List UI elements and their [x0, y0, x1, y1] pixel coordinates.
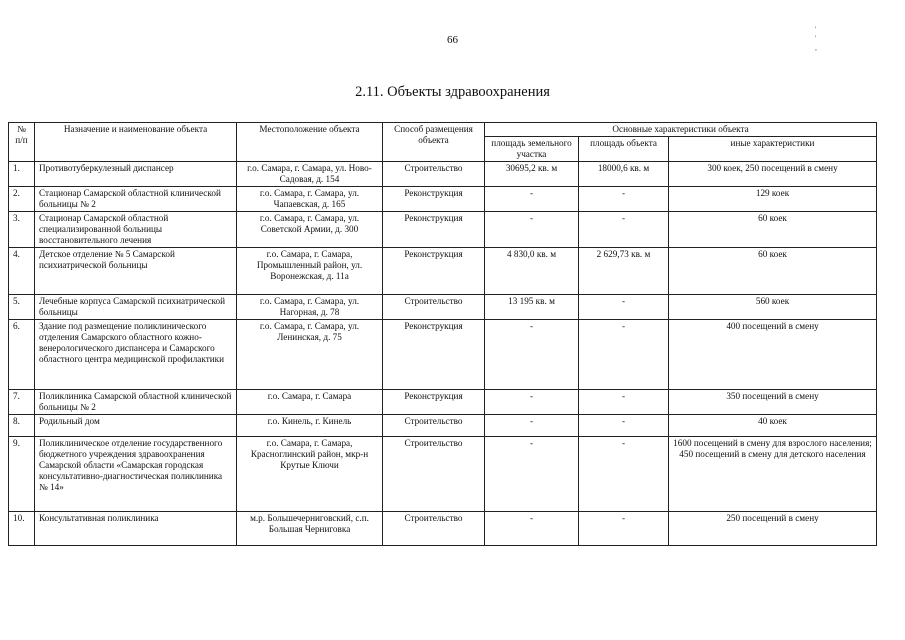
cell-object-area: 2 629,73 кв. м [579, 248, 669, 295]
cell-other: 250 посещений в смену [669, 512, 877, 546]
header-object-area: площадь объекта [579, 137, 669, 162]
table-row [9, 187, 877, 212]
table-row [9, 390, 877, 415]
table-row [9, 437, 877, 512]
cell-method: Реконструкция [383, 248, 485, 295]
cell-object-area: - [579, 415, 669, 437]
cell-land-area: 13 195 кв. м [485, 295, 579, 320]
cell-land-area: - [485, 187, 579, 212]
cell-location: г.о. Самара, г. Самара, ул. Ленинская, д. 75 [237, 320, 383, 390]
header-main-characteristics: Основные характеристики объекта [485, 123, 877, 137]
cell-name: Консультативная поликлиника [35, 512, 237, 546]
cell-method: Реконструкция [383, 212, 485, 248]
header-num: № п/п [9, 123, 35, 162]
cell-num: 8. [9, 415, 35, 437]
cell-method: Строительство [383, 437, 485, 512]
healthcare-objects-table [8, 122, 877, 546]
header-land-area: площадь земельного участка [485, 137, 579, 162]
page-title: 2.11. Объекты здравоохранения [355, 84, 550, 100]
cell-num: 3. [9, 212, 35, 248]
cell-other: 300 коек, 250 посещений в смену [669, 162, 877, 187]
table-row [9, 320, 877, 390]
table-row [9, 162, 877, 187]
cell-object-area: - [579, 512, 669, 546]
cell-name: Лечебные корпуса Самарской психиатрической больницы [35, 295, 237, 320]
cell-method: Реконструкция [383, 187, 485, 212]
cell-land-area: - [485, 437, 579, 512]
cell-num: 4. [9, 248, 35, 295]
cell-num: 7. [9, 390, 35, 415]
cell-land-area: 4 830,0 кв. м [485, 248, 579, 295]
table-header [9, 123, 877, 162]
cell-name: Поликлиника Самарской областной клинической больницы № 2 [35, 390, 237, 415]
table-row [9, 512, 877, 546]
cell-location: г.о. Кинель, г. Кинель [237, 415, 383, 437]
scan-specks: ' ' , [815, 25, 847, 52]
cell-location: г.о. Самара, г. Самара, Промышленный район, ул. Воронежская, д. 11а [237, 248, 383, 295]
cell-land-area: 30695,2 кв. м [485, 162, 579, 187]
cell-num: 1. [9, 162, 35, 187]
cell-name: Детское отделение № 5 Самарской психиатрической больницы [35, 248, 237, 295]
cell-object-area: - [579, 295, 669, 320]
table-row [9, 212, 877, 248]
cell-location: г.о. Самара, г. Самара, Красноглинский район, мкр-н Крутые Ключи [237, 437, 383, 512]
cell-num: 6. [9, 320, 35, 390]
header-name: Назначение и наименование объекта [35, 123, 237, 162]
cell-other: 60 коек [669, 248, 877, 295]
cell-other: 40 коек [669, 415, 877, 437]
cell-object-area: - [579, 212, 669, 248]
cell-method: Строительство [383, 512, 485, 546]
cell-location: г.о. Самара, г. Самара, ул. Нагорная, д. 78 [237, 295, 383, 320]
table-row [9, 415, 877, 437]
cell-name: Поликлиническое отделение государственного бюджетного учреждения здравоохранения Самарской области «Самарская городская консультативно-диагностическая поликлиника № 14» [35, 437, 237, 512]
cell-name: Здание под размещение поликлинического отделения Самарского областного кожно-венерологического диспансера и Самарского областного центра медицинской профилактики [35, 320, 237, 390]
cell-other: 350 посещений в смену [669, 390, 877, 415]
cell-land-area: - [485, 415, 579, 437]
header-location: Местоположение объекта [237, 123, 383, 162]
cell-method: Реконструкция [383, 320, 485, 390]
cell-other: 560 коек [669, 295, 877, 320]
cell-land-area: - [485, 320, 579, 390]
cell-name: Родильный дом [35, 415, 237, 437]
cell-location: м.р. Большечерниговский, с.п. Большая Черниговка [237, 512, 383, 546]
cell-location: г.о. Самара, г. Самара, ул. Советской Армии, д. 300 [237, 212, 383, 248]
table-row [9, 295, 877, 320]
cell-method: Строительство [383, 162, 485, 187]
table-row [9, 248, 877, 295]
page-number: 66 [447, 34, 458, 46]
cell-other: 1600 посещений в смену для взрослого населения; 450 посещений в смену для детского населения [669, 437, 877, 512]
cell-location: г.о. Самара, г. Самара, ул. Ново-Садовая, д. 154 [237, 162, 383, 187]
cell-num: 10. [9, 512, 35, 546]
cell-land-area: - [485, 512, 579, 546]
cell-other: 129 коек [669, 187, 877, 212]
cell-name: Стационар Самарской областной клинической больницы № 2 [35, 187, 237, 212]
cell-other: 60 коек [669, 212, 877, 248]
cell-object-area: - [579, 320, 669, 390]
cell-method: Строительство [383, 415, 485, 437]
cell-object-area: - [579, 390, 669, 415]
cell-num: 5. [9, 295, 35, 320]
table-body [9, 162, 877, 546]
cell-object-area: - [579, 187, 669, 212]
cell-num: 2. [9, 187, 35, 212]
cell-object-area: - [579, 437, 669, 512]
cell-land-area: - [485, 212, 579, 248]
cell-other: 400 посещений в смену [669, 320, 877, 390]
cell-land-area: - [485, 390, 579, 415]
cell-method: Реконструкция [383, 390, 485, 415]
cell-num: 9. [9, 437, 35, 512]
cell-name: Противотуберкулезный диспансер [35, 162, 237, 187]
cell-method: Строительство [383, 295, 485, 320]
cell-name: Стационар Самарской областной специализированной больницы восстановительного лечения [35, 212, 237, 248]
header-other-characteristics: иные характеристики [669, 137, 877, 162]
cell-location: г.о. Самара, г. Самара [237, 390, 383, 415]
header-method: Способ размещения объекта [383, 123, 485, 162]
cell-location: г.о. Самара, г. Самара, ул. Чапаевская, д. 165 [237, 187, 383, 212]
cell-object-area: 18000,6 кв. м [579, 162, 669, 187]
